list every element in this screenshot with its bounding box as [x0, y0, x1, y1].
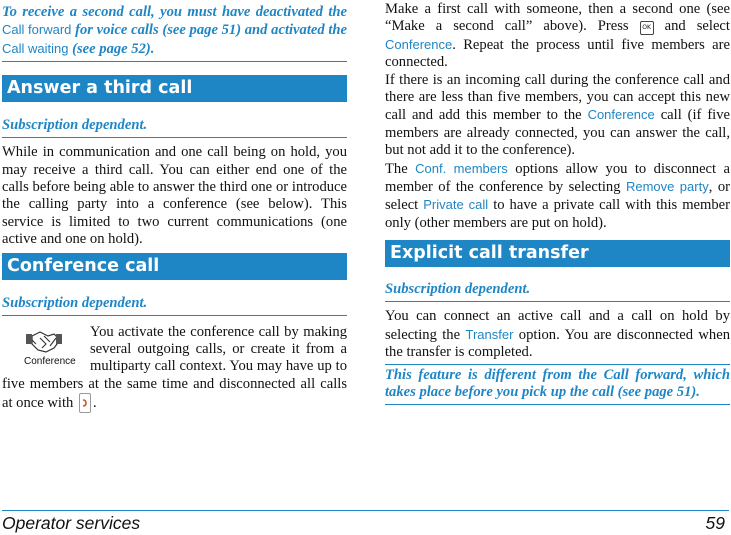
keyword-conf-members: Conf. members	[415, 160, 508, 176]
left-column	[2, 0, 347, 413]
ok-key-icon: OK	[640, 21, 654, 35]
paragraph-first-call: Make a first call with someone, then a second one (see “Make a second call” above). Press OK and select Conference. Repeat the process until five members are connected.	[385, 1, 730, 71]
paragraph-incoming-during-conference: If there is an incoming call during the conference call and there are less than five members, you can accept this new call and add this member to the Conference call (if five members are already connected, you can answer the call, but not add it to the conference).	[385, 71, 731, 159]
keyword-private-call: Private call	[423, 197, 489, 213]
paragraph-transfer: You can connect an active call and a call on hold by selecting the Transfer option. You are disconnected when the transfer is completed.	[385, 308, 731, 361]
keyword-remove-party: Remove party	[625, 179, 709, 195]
paragraph-conf-members: The Conf. members options allow you to disconnect a member of the conference by selecting Remove party, or select Private call to have a private call with this member only (other members are put on hold).	[385, 160, 731, 231]
heading-conference-call: Conference call	[2, 253, 347, 280]
right-column	[385, 0, 730, 405]
keyword-call-forward: Call forward	[2, 22, 72, 38]
subscription-note: Subscription dependent.	[2, 117, 347, 138]
subscription-note: Subscription dependent.	[385, 281, 730, 302]
subscription-note: Subscription dependent.	[2, 295, 347, 316]
page-footer	[2, 510, 729, 535]
note-call-forward-difference: This feature is different from the Call forward, which takes place before you pick up the call (see page 51).	[385, 364, 730, 406]
keyword-conference: Conference	[587, 107, 655, 123]
keyword-call-waiting: Call waiting	[2, 40, 69, 56]
keyword-conference: Conference	[385, 36, 453, 52]
paragraph-third-call: While in communication and one call being on hold, you may receive a third call. You can either end one of the calls before being able to answer the third one or introduce the calling party into a conference (see below). This service is limited to two current communications (one active and one on hold).	[2, 144, 347, 248]
keyword-transfer: Transfer	[465, 326, 514, 342]
paragraph-conference-activation: Conference You activate the conference call by making several outgoing calls, or create it from a multiparty call context. You may have up to five members at the same time and disconnected all calls at once with .	[2, 323, 347, 412]
conference-icon: Conference	[2, 324, 86, 372]
heading-explicit-call-transfer: Explicit call transfer	[385, 240, 730, 267]
footer-page-number: 59	[705, 513, 725, 533]
note-call-waiting: To receive a second call, you must have deactivated the Call forward for voice calls (see page 51) and activated the Call waiting (see page 52).	[2, 4, 347, 62]
footer-section-title: Operator services	[2, 513, 141, 533]
end-call-key-icon	[79, 393, 91, 413]
heading-answer-third-call: Answer a third call	[2, 75, 347, 102]
